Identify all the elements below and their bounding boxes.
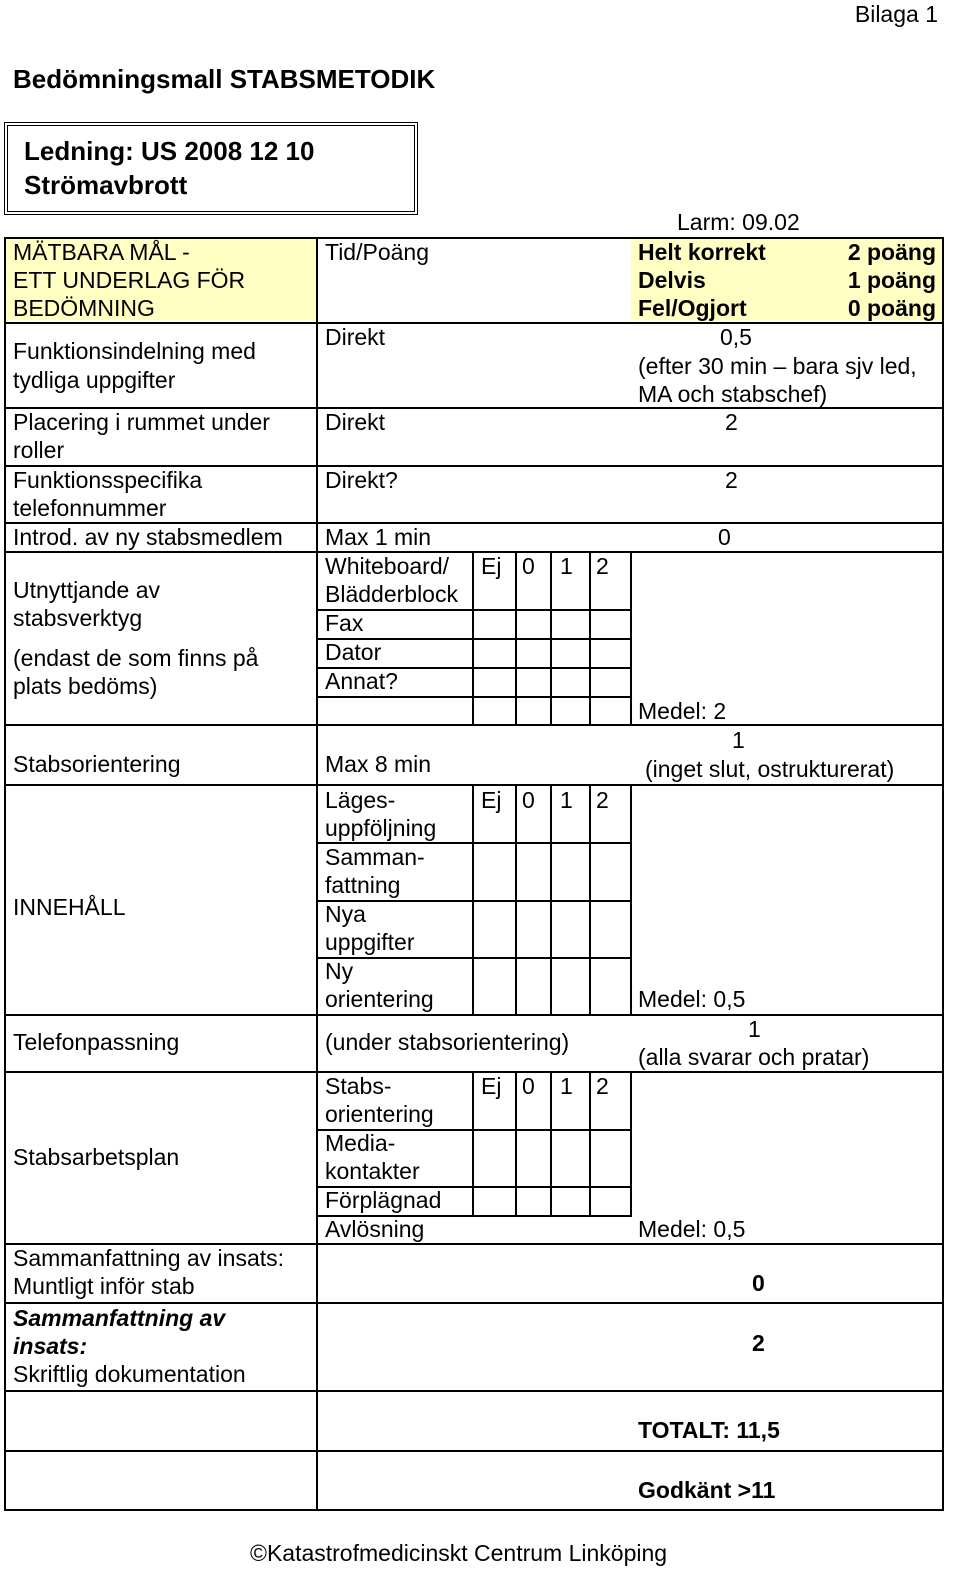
subgrid-col [515,784,517,1014]
row-divider [4,1071,944,1073]
score-r3: 2 [725,467,738,493]
score-r2: 2 [725,409,738,435]
row-divider [4,551,944,553]
header-goal-line1: MÄTBARA MÅL - [13,239,190,265]
table-col-divider [316,237,318,1511]
scale-0: 0 [522,553,535,579]
subgrid-col [515,551,517,724]
header-time-points: Tid/Poäng [325,239,429,265]
goal-r11-line3: Skriftlig dokumentation [13,1361,246,1387]
goal-r2-line1: Placering i rummet under [13,409,270,435]
medel-r5: Medel: 2 [638,698,727,724]
ledning-line1: Ledning: US 2008 12 10 [24,136,315,166]
goal-r7: INNEHÅLL [13,894,126,920]
row-divider [4,724,944,726]
time-r4: Max 1 min [325,524,432,550]
note-r1-line1: (efter 30 min – bara sjv led, [638,353,917,379]
medel-r9: Medel: 0,5 [638,1216,746,1242]
goal-r8: Telefonpassning [13,1029,180,1055]
header-goal-line3: BEDÖMNING [13,295,155,321]
plan-item-2-line1: Media- [325,1130,396,1156]
scale-points-partial: 1 poäng [847,267,936,293]
time-r8: (under stabsorientering) [325,1029,570,1055]
scale-points-wrong: 0 poäng [847,295,936,321]
goal-r3-line1: Funktionsspecifika [13,467,203,493]
goal-r4: Introd. av ny stabsmedlem [13,524,283,550]
table-border-bottom [4,1509,944,1511]
time-r2: Direkt [325,409,386,435]
subgrid-col [589,1071,591,1215]
content-item-4-line2: orientering [325,986,434,1012]
scale-0: 0 [522,787,535,813]
subgrid-col [550,551,552,724]
footer-copyright: ©Katastrofmedicinskt Centrum Linköping [250,1540,668,1566]
row-divider [4,322,944,324]
goal-r9: Stabsarbetsplan [13,1144,180,1170]
medel-r7: Medel: 0,5 [638,986,746,1012]
goal-r6: Stabsorientering [13,751,181,777]
tool-whiteboard: Whiteboard/ [325,553,450,579]
scale-label-wrong: Fel/Ogjort [638,295,747,321]
time-r1: Direkt [325,324,386,350]
subgrid-line [316,609,632,611]
plan-item-3: Förplägnad [325,1187,442,1213]
tool-annat: Annat? [325,668,398,694]
score-r6: 1 [732,727,745,753]
header-goal-line2: ETT UNDERLAG FÖR [13,267,246,293]
table-border-right [942,237,944,1511]
goal-r11-bold-line1: Sammanfattning av [13,1305,226,1331]
scale-2: 2 [596,1073,609,1099]
score-r10: 0 [752,1270,765,1296]
goal-r1-line1: Funktionsindelning med [13,338,256,364]
subgrid-col [589,784,591,1014]
note-r8: (alla svarar och pratar) [638,1044,870,1070]
goal-r10-line1: Sammanfattning av insats: [13,1245,285,1271]
larm-time: Larm: 09.02 [677,209,800,235]
scale-1: 1 [560,1073,573,1099]
scale-ej: Ej [481,1073,502,1099]
subgrid-col [515,1071,517,1215]
content-item-3-line2: uppgifter [325,929,415,955]
plan-item-1-line1: Stabs- [325,1073,392,1099]
total-score: TOTALT: 11,5 [638,1417,780,1443]
plan-item-4: Avlösning [325,1216,425,1242]
row-divider [4,1450,944,1452]
scale-label-partial: Delvis [638,267,706,293]
subgrid-col [589,551,591,724]
subgrid-col [630,784,632,1014]
content-item-1-line2: uppföljning [325,815,437,841]
content-item-3-line1: Nya [325,901,366,927]
note-r6: (inget slut, ostrukturerat) [645,756,895,782]
goal-r1-line2: tydliga uppgifter [13,367,176,393]
scale-0: 0 [522,1073,535,1099]
subgrid-col [550,784,552,1014]
goal-r5-note-line2: plats bedöms) [13,673,158,699]
subgrid-col [472,551,474,724]
subgrid-col [630,1071,632,1215]
table-border-left [4,237,6,1511]
tool-blaedderblock: Blädderblock [325,581,458,607]
time-r3: Direkt? [325,467,398,493]
subgrid-col [472,784,474,1014]
goal-r5-note-line1: (endast de som finns på [13,645,259,671]
scale-points-full: 2 poäng [847,239,936,265]
scale-1: 1 [560,553,573,579]
score-r8: 1 [748,1016,761,1042]
note-r1-line2: MA och stabschef) [638,381,828,407]
plan-item-2-line2: kontakter [325,1158,420,1184]
score-r1: 0,5 [720,324,752,350]
approved-threshold: Godkänt >11 [638,1477,776,1503]
subgrid-line [316,957,632,959]
content-item-4-line1: Ny [325,958,354,984]
scale-ej: Ej [481,787,502,813]
goal-r5-line2: stabsverktyg [13,605,143,631]
score-r4: 0 [718,524,731,550]
goal-r11-bold-line2: insats: [13,1333,88,1359]
row-divider [4,784,944,786]
row-divider [4,1390,944,1392]
goal-r5-line1: Utnyttjande av [13,577,161,603]
subgrid-line [316,696,632,698]
row-divider [4,1014,944,1016]
page-title: Bedömningsmall STABSMETODIK [13,64,436,94]
subgrid-col [472,1071,474,1215]
tool-dator: Dator [325,639,382,665]
time-r6: Max 8 min [325,751,432,777]
score-r11: 2 [752,1330,765,1356]
scale-ej: Ej [481,553,502,579]
goal-r3-line2: telefonnummer [13,495,167,521]
ledning-line2: Strömavbrott [24,170,188,200]
content-item-2-line2: fattning [325,872,401,898]
scale-2: 2 [596,787,609,813]
content-item-1-line1: Läges- [325,787,396,813]
scale-1: 1 [560,787,573,813]
subgrid-col [550,1071,552,1215]
annex-label: Bilaga 1 [854,1,938,27]
scale-2: 2 [596,553,609,579]
scale-label-full: Helt korrekt [638,239,766,265]
tool-fax: Fax [325,610,364,636]
subgrid-col [630,551,632,724]
goal-r2-line2: roller [13,437,65,463]
plan-item-1-line2: orientering [325,1101,434,1127]
goal-r10-line2: Muntligt inför stab [13,1273,195,1299]
content-item-2-line1: Samman- [325,844,425,870]
